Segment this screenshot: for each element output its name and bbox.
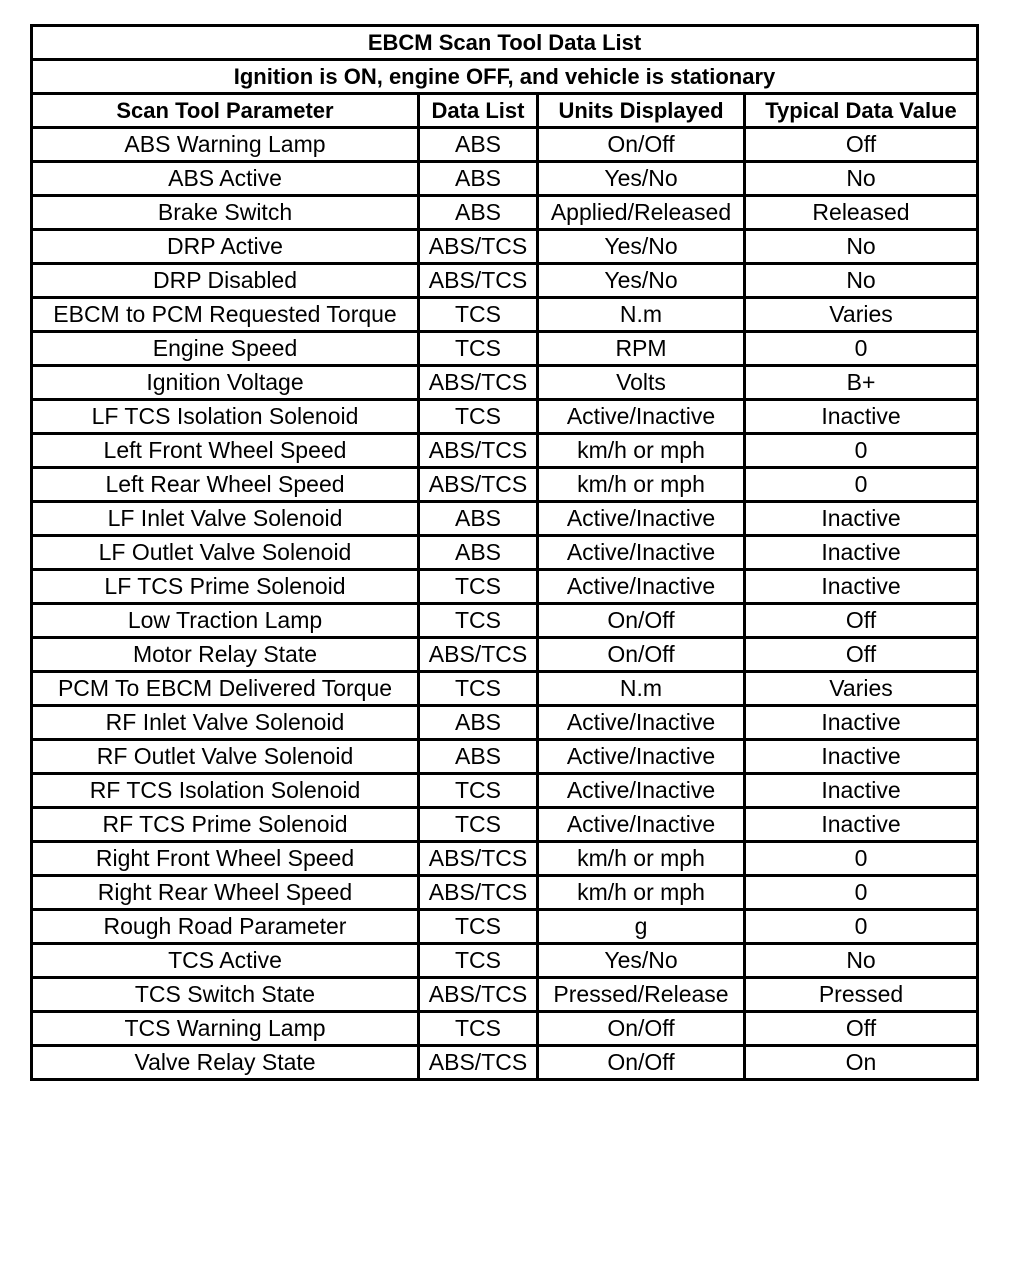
table-subtitle: Ignition is ON, engine OFF, and vehicle is stationary: [32, 60, 978, 94]
units-cell: km/h or mph: [538, 434, 745, 468]
parameter-cell: DRP Disabled: [32, 264, 419, 298]
data-list-sheet: [30, 24, 976, 1081]
table-row: [32, 740, 978, 774]
parameter-cell: ABS Warning Lamp: [32, 128, 419, 162]
parameter-cell: LF Inlet Valve Solenoid: [32, 502, 419, 536]
data-list-cell: ABS/TCS: [419, 468, 538, 502]
typical-value-cell: Inactive: [745, 536, 978, 570]
units-cell: Active/Inactive: [538, 808, 745, 842]
table-row: [32, 638, 978, 672]
units-cell: Yes/No: [538, 264, 745, 298]
data-list-cell: TCS: [419, 672, 538, 706]
typical-value-cell: 0: [745, 910, 978, 944]
units-cell: km/h or mph: [538, 876, 745, 910]
units-cell: g: [538, 910, 745, 944]
table-row: [32, 672, 978, 706]
units-cell: Active/Inactive: [538, 570, 745, 604]
typical-value-cell: B+: [745, 366, 978, 400]
data-list-cell: ABS: [419, 196, 538, 230]
parameter-cell: LF TCS Prime Solenoid: [32, 570, 419, 604]
data-list-cell: ABS: [419, 706, 538, 740]
data-list-cell: ABS/TCS: [419, 1046, 538, 1080]
units-cell: Active/Inactive: [538, 740, 745, 774]
parameter-cell: TCS Active: [32, 944, 419, 978]
table-row: [32, 706, 978, 740]
parameter-cell: Rough Road Parameter: [32, 910, 419, 944]
typical-value-cell: Off: [745, 604, 978, 638]
column-header-row: [32, 94, 978, 128]
data-list-cell: ABS/TCS: [419, 842, 538, 876]
parameter-cell: Low Traction Lamp: [32, 604, 419, 638]
data-list-cell: TCS: [419, 910, 538, 944]
parameter-cell: Right Rear Wheel Speed: [32, 876, 419, 910]
table-row: [32, 842, 978, 876]
typical-value-cell: Off: [745, 1012, 978, 1046]
column-header-data-list: Data List: [419, 94, 538, 128]
typical-value-cell: Inactive: [745, 774, 978, 808]
typical-value-cell: No: [745, 162, 978, 196]
typical-value-cell: 0: [745, 876, 978, 910]
parameter-cell: EBCM to PCM Requested Torque: [32, 298, 419, 332]
column-header-typical-value: Typical Data Value: [745, 94, 978, 128]
typical-value-cell: Varies: [745, 298, 978, 332]
typical-value-cell: Inactive: [745, 706, 978, 740]
table-row: [32, 502, 978, 536]
parameter-cell: TCS Warning Lamp: [32, 1012, 419, 1046]
table-row: [32, 774, 978, 808]
parameter-cell: Ignition Voltage: [32, 366, 419, 400]
data-list-cell: ABS/TCS: [419, 366, 538, 400]
table-row: [32, 978, 978, 1012]
parameter-cell: RF Inlet Valve Solenoid: [32, 706, 419, 740]
data-list-cell: ABS: [419, 536, 538, 570]
typical-value-cell: No: [745, 230, 978, 264]
table-row: [32, 910, 978, 944]
parameter-cell: LF TCS Isolation Solenoid: [32, 400, 419, 434]
typical-value-cell: Pressed: [745, 978, 978, 1012]
typical-value-cell: Inactive: [745, 502, 978, 536]
table-row: [32, 128, 978, 162]
data-list-cell: ABS/TCS: [419, 978, 538, 1012]
units-cell: km/h or mph: [538, 468, 745, 502]
column-header-units: Units Displayed: [538, 94, 745, 128]
units-cell: Active/Inactive: [538, 536, 745, 570]
data-list-cell: TCS: [419, 570, 538, 604]
units-cell: RPM: [538, 332, 745, 366]
data-list-cell: TCS: [419, 808, 538, 842]
data-list-cell: ABS: [419, 162, 538, 196]
units-cell: Yes/No: [538, 944, 745, 978]
typical-value-cell: On: [745, 1046, 978, 1080]
units-cell: km/h or mph: [538, 842, 745, 876]
scan-tool-data-table: [30, 24, 979, 1081]
parameter-cell: LF Outlet Valve Solenoid: [32, 536, 419, 570]
table-row: [32, 366, 978, 400]
units-cell: Active/Inactive: [538, 706, 745, 740]
units-cell: N.m: [538, 298, 745, 332]
data-list-cell: TCS: [419, 400, 538, 434]
table-subtitle-row: [32, 60, 978, 94]
parameter-cell: Valve Relay State: [32, 1046, 419, 1080]
table-row: [32, 1046, 978, 1080]
parameter-cell: Brake Switch: [32, 196, 419, 230]
column-header-parameter: Scan Tool Parameter: [32, 94, 419, 128]
parameter-cell: Left Front Wheel Speed: [32, 434, 419, 468]
table-title-row: [32, 26, 978, 60]
table-row: [32, 1012, 978, 1046]
table-row: [32, 332, 978, 366]
typical-value-cell: Off: [745, 638, 978, 672]
units-cell: Active/Inactive: [538, 774, 745, 808]
data-list-cell: ABS: [419, 740, 538, 774]
data-list-cell: TCS: [419, 298, 538, 332]
units-cell: Yes/No: [538, 230, 745, 264]
table-row: [32, 298, 978, 332]
data-list-cell: ABS/TCS: [419, 264, 538, 298]
data-list-cell: TCS: [419, 332, 538, 366]
units-cell: Active/Inactive: [538, 400, 745, 434]
parameter-cell: RF TCS Isolation Solenoid: [32, 774, 419, 808]
typical-value-cell: 0: [745, 434, 978, 468]
table-body: [32, 128, 978, 1080]
data-list-cell: ABS/TCS: [419, 638, 538, 672]
units-cell: N.m: [538, 672, 745, 706]
data-list-cell: TCS: [419, 1012, 538, 1046]
parameter-cell: Engine Speed: [32, 332, 419, 366]
parameter-cell: RF TCS Prime Solenoid: [32, 808, 419, 842]
units-cell: On/Off: [538, 1012, 745, 1046]
parameter-cell: ABS Active: [32, 162, 419, 196]
parameter-cell: DRP Active: [32, 230, 419, 264]
units-cell: Active/Inactive: [538, 502, 745, 536]
typical-value-cell: No: [745, 264, 978, 298]
data-list-cell: TCS: [419, 604, 538, 638]
typical-value-cell: Off: [745, 128, 978, 162]
table-row: [32, 230, 978, 264]
units-cell: On/Off: [538, 604, 745, 638]
data-list-cell: TCS: [419, 774, 538, 808]
units-cell: On/Off: [538, 128, 745, 162]
typical-value-cell: No: [745, 944, 978, 978]
parameter-cell: TCS Switch State: [32, 978, 419, 1012]
table-row: [32, 944, 978, 978]
units-cell: Applied/Released: [538, 196, 745, 230]
typical-value-cell: Inactive: [745, 808, 978, 842]
data-list-cell: ABS: [419, 128, 538, 162]
table-row: [32, 876, 978, 910]
data-list-cell: ABS/TCS: [419, 434, 538, 468]
parameter-cell: RF Outlet Valve Solenoid: [32, 740, 419, 774]
parameter-cell: Motor Relay State: [32, 638, 419, 672]
typical-value-cell: 0: [745, 842, 978, 876]
typical-value-cell: Released: [745, 196, 978, 230]
parameter-cell: Left Rear Wheel Speed: [32, 468, 419, 502]
table-title: EBCM Scan Tool Data List: [32, 26, 978, 60]
units-cell: Volts: [538, 366, 745, 400]
typical-value-cell: Inactive: [745, 400, 978, 434]
table-row: [32, 808, 978, 842]
parameter-cell: Right Front Wheel Speed: [32, 842, 419, 876]
units-cell: Pressed/Release: [538, 978, 745, 1012]
table-row: [32, 604, 978, 638]
table-row: [32, 162, 978, 196]
table-row: [32, 400, 978, 434]
table-row: [32, 264, 978, 298]
parameter-cell: PCM To EBCM Delivered Torque: [32, 672, 419, 706]
typical-value-cell: Inactive: [745, 740, 978, 774]
table-row: [32, 196, 978, 230]
data-list-cell: TCS: [419, 944, 538, 978]
data-list-cell: ABS: [419, 502, 538, 536]
typical-value-cell: Varies: [745, 672, 978, 706]
table-row: [32, 536, 978, 570]
table-row: [32, 468, 978, 502]
typical-value-cell: Inactive: [745, 570, 978, 604]
units-cell: On/Off: [538, 638, 745, 672]
units-cell: Yes/No: [538, 162, 745, 196]
typical-value-cell: 0: [745, 332, 978, 366]
data-list-cell: ABS/TCS: [419, 230, 538, 264]
table-row: [32, 434, 978, 468]
data-list-cell: ABS/TCS: [419, 876, 538, 910]
typical-value-cell: 0: [745, 468, 978, 502]
units-cell: On/Off: [538, 1046, 745, 1080]
table-row: [32, 570, 978, 604]
